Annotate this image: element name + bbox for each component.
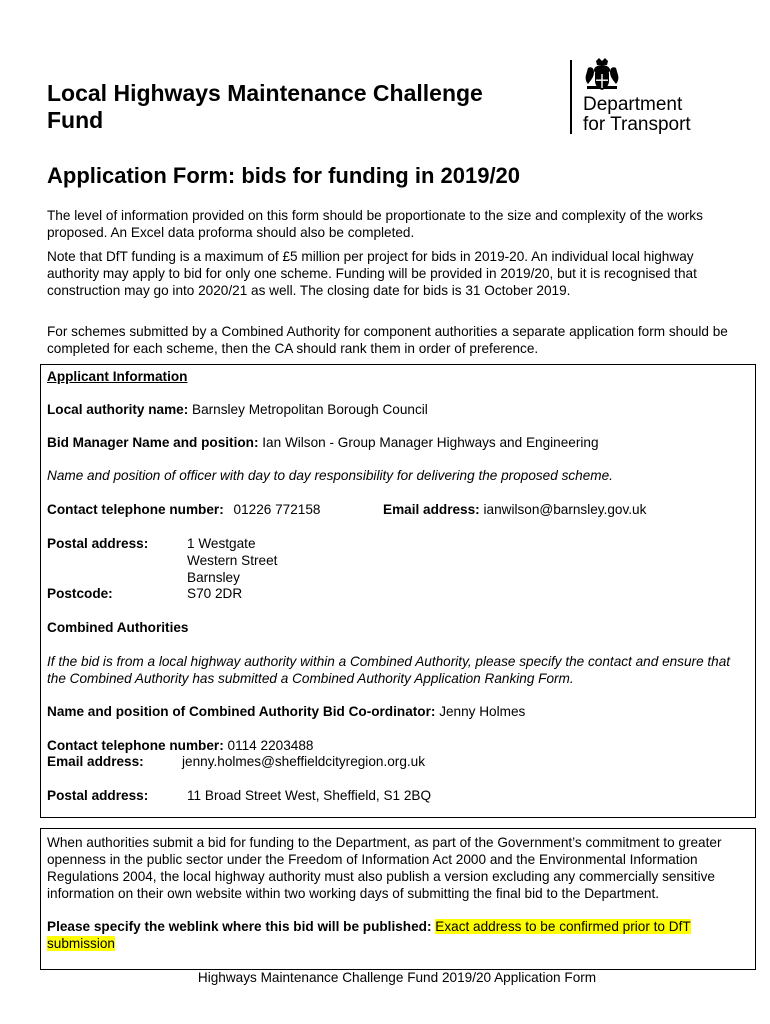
- postal-address-label: Postal address:: [47, 536, 149, 551]
- intro-paragraph-3: For schemes submitted by a Combined Authority for component authorities a separate application form should be completed for each scheme, then the CA should rank them in order of preference.: [47, 324, 728, 356]
- postal-address-line: Barnsley: [187, 570, 240, 585]
- contact-telephone-label: Contact telephone number:: [47, 502, 224, 517]
- intro-paragraph-2: Note that DfT funding is a maximum of £5 million per project for bids in 2019-20. An individual local highway authority may apply to bid for only one scheme. Funding will be provided in 2019/20, but it is recognised that construction may go into 2020/21 as well. The closing date for bids is 31 October 2019.: [47, 249, 697, 298]
- postal-address-value: [187, 535, 277, 586]
- crest-icon: [582, 58, 622, 92]
- logo-text-line2: for Transport: [583, 114, 691, 135]
- form-subtitle: Application Form: bids for funding in 2019/20: [47, 163, 521, 188]
- postal-address-line: Western Street: [187, 553, 278, 568]
- dft-logo: [568, 58, 758, 138]
- ca-postal-address-value: 11 Broad Street West, Sheffield, S1 2BQ: [187, 788, 432, 803]
- combined-authorities-heading: Combined Authorities: [47, 620, 189, 635]
- contact-telephone-row: [47, 501, 320, 518]
- bid-manager-row: [47, 434, 747, 451]
- postal-address-line: 1 Westgate: [187, 536, 256, 551]
- ca-bid-coordinator-row: [47, 703, 747, 720]
- logo-text-line1: Department: [583, 94, 683, 115]
- ca-telephone-row: [47, 737, 313, 754]
- ca-bid-coordinator-value: Jenny Holmes: [439, 704, 526, 719]
- page-title: Local Highways Maintenance Challenge Fund: [47, 80, 483, 133]
- ca-telephone-label: Contact telephone number:: [47, 738, 224, 753]
- local-authority-label: Local authority name:: [47, 402, 189, 417]
- postcode-label: Postcode:: [47, 586, 113, 601]
- weblink-value: Exact address to be confirmed prior to DfT submission: [47, 919, 691, 951]
- page-footer: Highways Maintenance Challenge Fund 2019/20 Application Form: [197, 970, 597, 985]
- foi-text: When authorities submit a bid for funding to the Department, as part of the Government’s commitment to greater openness in the public sector under the Freedom of Information Act 2000 and the Environmental Information Regulations 2004, the local highway authority must also publish a version excluding any commercially sensitive information on their own website within two working days of submitting the final bid to the Department.: [47, 835, 722, 901]
- combined-authorities-note: If the bid is from a local highway authority within a Combined Authority, please specify the contact and ensure that the Combined Authority has submitted a Combined Authority Application Ranking Form.: [47, 654, 731, 686]
- email-value: ianwilson@barnsley.gov.uk: [483, 502, 647, 517]
- weblink-label: Please specify the weblink where this bid will be published:: [47, 919, 432, 934]
- email-label: Email address:: [383, 502, 480, 517]
- local-authority-row: [47, 401, 747, 418]
- applicant-heading: Applicant Information: [47, 369, 188, 384]
- ca-postal-address-label: Postal address:: [47, 788, 149, 803]
- bid-manager-note: Name and position of officer with day to day responsibility for delivering the proposed scheme.: [47, 468, 613, 483]
- local-authority-value: Barnsley Metropolitan Borough Council: [192, 402, 428, 417]
- logo-rule: [570, 60, 572, 134]
- weblink-row: [47, 918, 752, 952]
- ca-email-label: Email address:: [47, 754, 144, 769]
- intro-paragraph-1: The level of information provided on this form should be proportionate to the size and complexity of the works proposed. An Excel data proforma should also be completed.: [47, 208, 703, 240]
- ca-bid-coordinator-label: Name and position of Combined Authority Bid Co-ordinator:: [47, 704, 436, 719]
- bid-manager-label: Bid Manager Name and position:: [47, 435, 259, 450]
- email-row: [383, 501, 646, 518]
- postcode-value: S70 2DR: [187, 586, 243, 601]
- ca-email-value: jenny.holmes@sheffieldcityregion.org.uk: [182, 754, 426, 769]
- ca-telephone-value: 0114 2203488: [227, 738, 314, 753]
- bid-manager-value: Ian Wilson - Group Manager Highways and Engineering: [262, 435, 599, 450]
- contact-telephone-value: 01226 772158: [233, 502, 321, 517]
